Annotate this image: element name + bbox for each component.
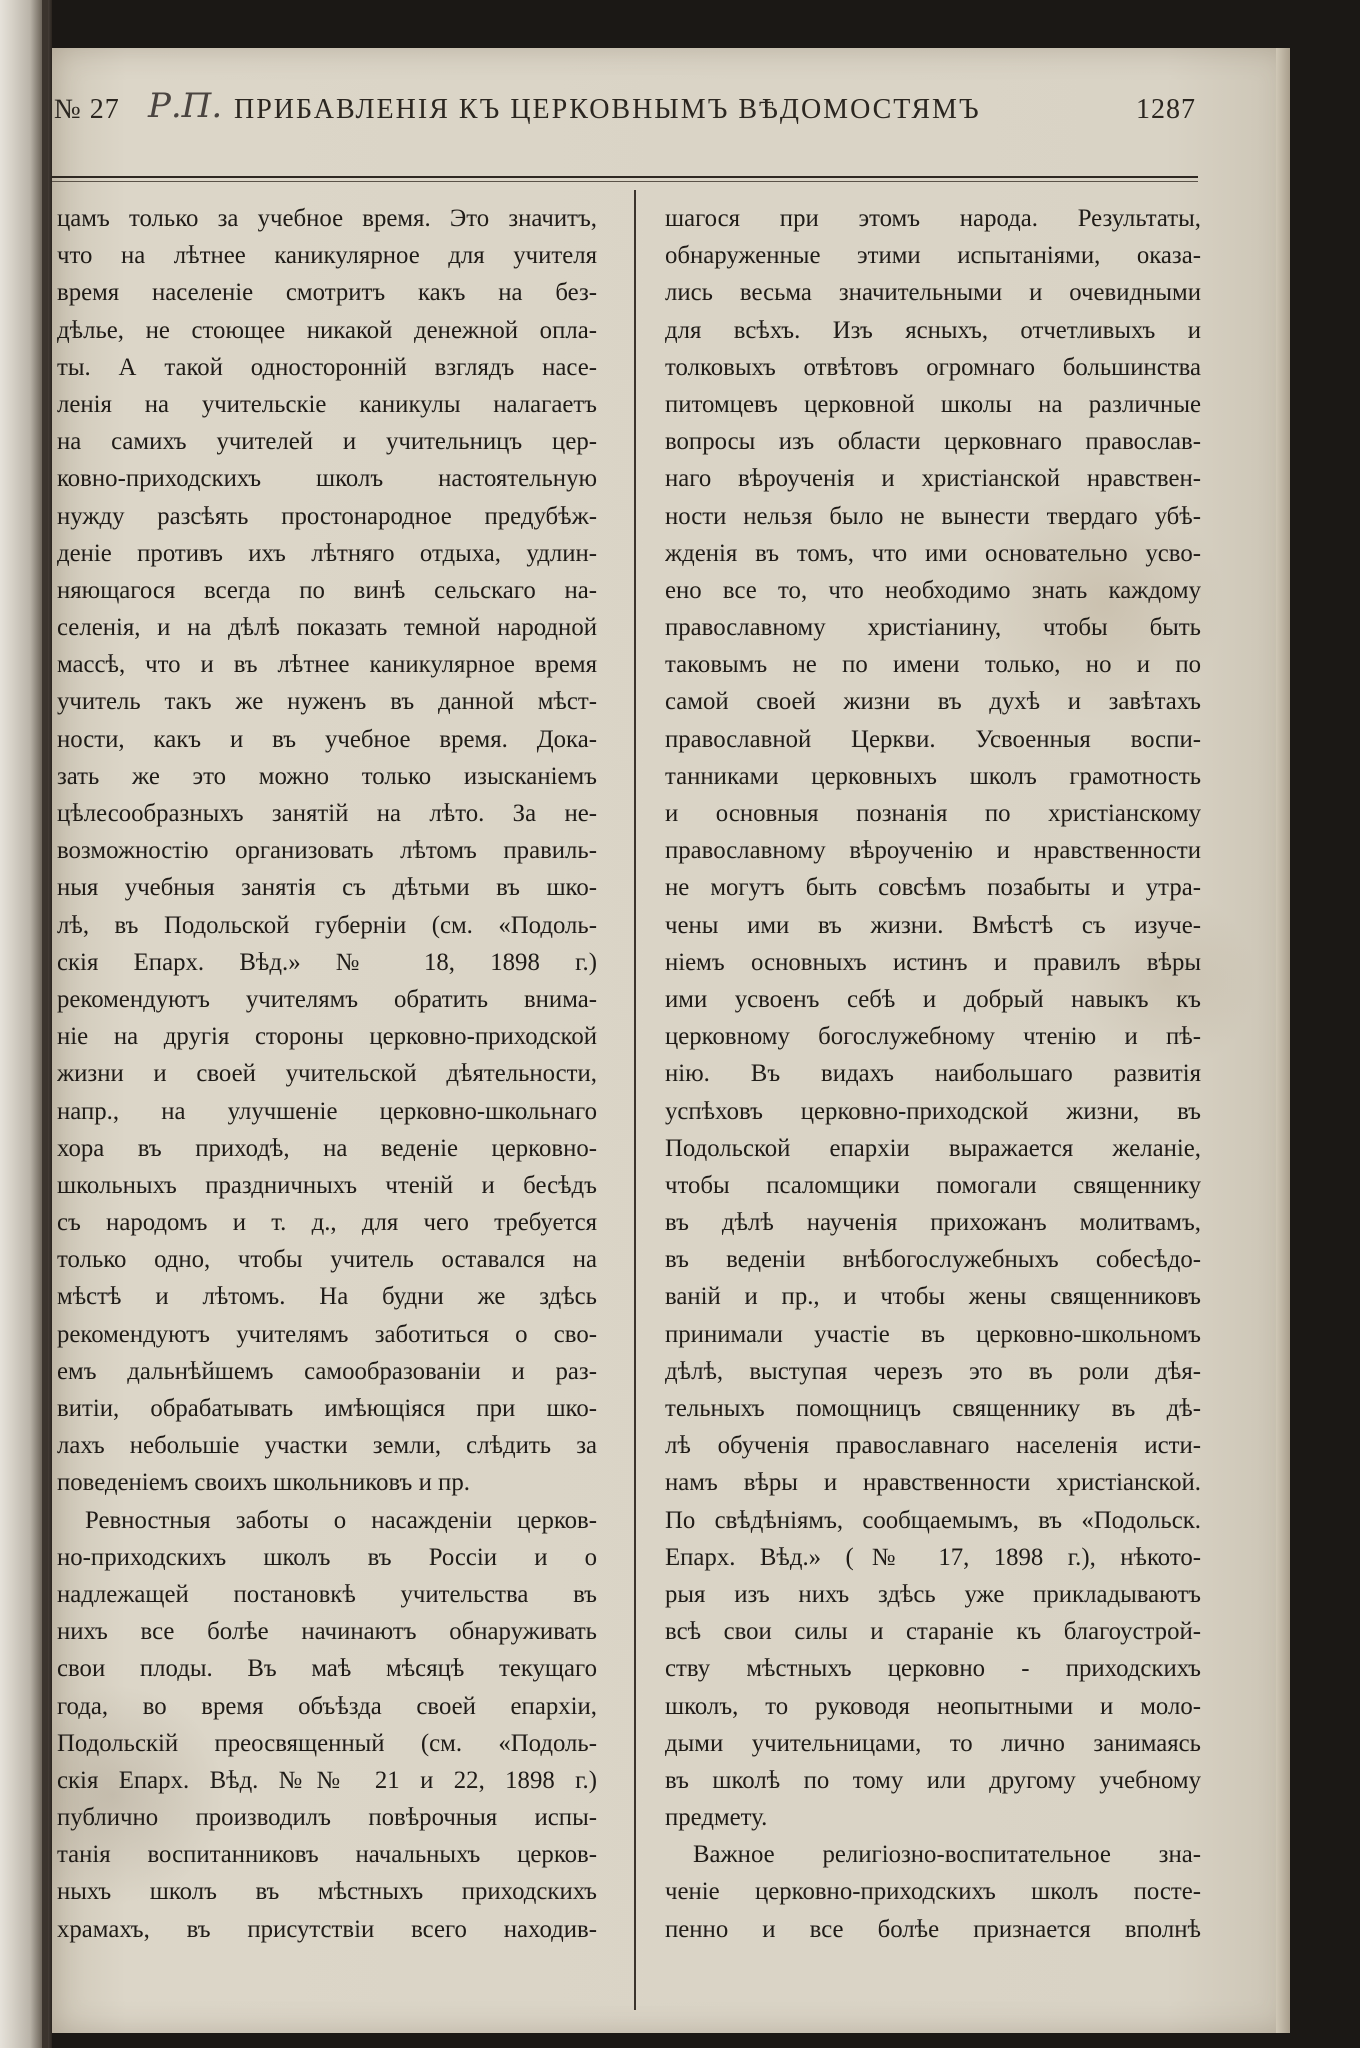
text-line: емъ дальнѣйшемъ самообразованіи и раз- <box>57 1357 597 1385</box>
text-line: поведеніемъ своихъ школьниковъ и пр. <box>57 1469 470 1497</box>
book-spine-shadow <box>42 0 48 2048</box>
text-line: селенія, и на дѣлѣ показать темной народной <box>57 614 597 642</box>
text-line: на самихъ учителей и учительницъ цер- <box>57 428 597 456</box>
text-line: намъ вѣры и нравственности христіанской. <box>665 1469 1201 1497</box>
page-number: 1287 <box>1136 94 1196 125</box>
page-right-edge <box>1276 48 1290 2033</box>
text-line: въ дѣлѣ наученія прихожанъ молитвамъ, <box>665 1209 1201 1237</box>
issue-number: № 27 <box>54 94 120 125</box>
text-line: витіи, обрабатывать имѣющіяся при шко- <box>57 1395 597 1422</box>
text-line: успѣховъ церковно-приходской жизни, въ <box>665 1097 1201 1125</box>
text-line: надлежащей постановкѣ учительства въ <box>57 1580 597 1608</box>
text-line: цѣлесообразныхъ занятій на лѣто. За не- <box>57 800 597 827</box>
text-line: шагося при этомъ народа. Результаты, <box>665 205 1201 232</box>
text-line: лѣ обученія православнаго населенія исти- <box>665 1432 1201 1460</box>
text-line: возможностію организовать лѣтомъ правиль- <box>57 837 597 865</box>
text-line: По свѣдѣніямъ, сообщаемымъ, въ «Подольск. <box>665 1506 1201 1534</box>
text-line: зать же это можно только изысканіемъ <box>57 762 597 790</box>
text-line: нихъ все болѣе начинаютъ обнаруживать <box>57 1618 597 1646</box>
text-line: всѣ свои силы и стараніе къ благоустрой- <box>665 1618 1201 1646</box>
text-line: чены ими въ жизни. Вмѣстѣ съ изуче- <box>665 911 1201 939</box>
text-line: съ народомъ и т. д., для чего требуется <box>57 1209 597 1237</box>
text-line: нужду разсѣять простонародное предубѣж- <box>57 502 597 530</box>
column-divider <box>634 190 636 2010</box>
text-line: въ веденіи внѣбогослужебныхъ собесѣдо- <box>665 1246 1201 1274</box>
text-line: рыя изъ нихъ здѣсь уже прикладываютъ <box>665 1580 1201 1608</box>
text-line: въ школѣ по тому или другому учебному <box>665 1766 1201 1794</box>
text-line: дѣлѣ, выступая черезъ это въ роли дѣя- <box>665 1357 1201 1385</box>
text-line: жизни и своей учительской дѣятельности, <box>57 1060 597 1088</box>
text-line: ныя учебныя занятія съ дѣтьми въ шко- <box>57 874 597 902</box>
text-line: но-приходскихъ школъ въ Россіи и о <box>57 1543 597 1571</box>
header-rule <box>52 176 1198 178</box>
text-line: лись весьма значительными и очевидными <box>665 279 1201 307</box>
text-line: хора въ приходѣ, на веденіе церковно- <box>57 1134 597 1162</box>
text-line: ленія на учительскіе каникулы налагаетъ <box>57 390 597 418</box>
text-line: лахъ небольшіе участки земли, слѣдить за <box>57 1432 597 1460</box>
text-line: танниками церковныхъ школъ грамотность <box>665 762 1201 790</box>
text-line: питомцевъ церковной школы на различные <box>665 390 1201 418</box>
text-line: мѣстѣ и лѣтомъ. На будни же здѣсь <box>57 1283 597 1311</box>
header-rule-thin <box>52 181 1198 182</box>
text-line: тельныхъ помощницъ священнику въ дѣ- <box>665 1395 1201 1422</box>
text-line: православной Церкви. Усвоенныя воспи- <box>665 725 1201 753</box>
text-line: ваній и пр., и чтобы жены священниковъ <box>665 1283 1201 1311</box>
text-line: принимали участіе въ церковно-школьномъ <box>665 1320 1201 1348</box>
publication-title: ПРИБАВЛЕНІЯ КЪ ЦЕРКОВНЫМЪ ВѢДОМОСТЯМЪ <box>234 94 981 125</box>
text-line: и основныя познанія по христіанскому <box>665 800 1201 827</box>
text-line: пенно и все болѣе признается вполнѣ <box>665 1915 1201 1943</box>
running-header <box>52 86 1232 148</box>
text-line: ности, какъ и въ учебное время. Дока- <box>57 725 597 753</box>
text-line: няющагося всегда по винѣ сельскаго на- <box>57 576 597 604</box>
text-line: предмету. <box>665 1804 768 1832</box>
text-line: учитель такъ же нуженъ въ данной мѣст- <box>57 688 597 716</box>
text-line: таковымъ не по имени только, но и по <box>665 651 1201 679</box>
text-line: ено все то, что необходимо знать каждому <box>665 576 1201 604</box>
text-line: самой своей жизни въ духѣ и завѣтахъ <box>665 688 1201 716</box>
text-line: храмахъ, въ присутствіи всего находив- <box>57 1915 597 1943</box>
text-line: нію. Въ видахъ наибольшаго развитія <box>665 1060 1201 1088</box>
text-line: дѣлье, не стоющее никакой денежной опла- <box>57 316 597 344</box>
paragraph-start: Ревностныя заботы о насажденіи церков- <box>85 1506 597 1534</box>
text-line: Епарх. Вѣд.» (№ 17, 1898 г.), нѣкото- <box>665 1543 1201 1571</box>
text-line: церковному богослужебному чтенію и пѣ- <box>665 1023 1201 1051</box>
text-line: ковно-приходскихъ школъ настоятельную <box>57 465 597 493</box>
text-line: православному вѣроученію и нравственности <box>665 837 1201 865</box>
text-line: толковыхъ отвѣтовъ огромнаго большинства <box>665 353 1201 381</box>
text-line: напр., на улучшеніе церковно-школьнаго <box>57 1097 597 1125</box>
text-line: танія воспитанниковъ начальныхъ церков- <box>57 1841 597 1869</box>
text-line: школьныхъ праздничныхъ чтеній и бесѣдъ <box>57 1171 597 1199</box>
document-page <box>52 48 1290 2033</box>
text-line: обнаруженные этими испытаніями, оказа- <box>665 242 1201 270</box>
text-line: рекомендуютъ учителямъ заботиться о сво- <box>57 1320 597 1348</box>
text-line: скія Епарх. Вѣд.» № 18, 1898 г.) <box>57 948 597 976</box>
text-line: массѣ, что и въ лѣтнее каникулярное время <box>57 651 597 679</box>
text-line: для всѣхъ. Изъ ясныхъ, отчетливыхъ и <box>665 316 1201 344</box>
text-line: года, во время объѣзда своей епархіи, <box>57 1692 597 1720</box>
text-line: публично производилъ повѣрочныя испы- <box>57 1804 597 1832</box>
text-line: Подольскій преосвященный (см. «Подоль- <box>57 1729 597 1757</box>
text-line: ству мѣстныхъ церковно - приходскихъ <box>665 1655 1201 1683</box>
text-line: ніе на другія стороны церковно-приходской <box>57 1023 597 1051</box>
paragraph-start: Важное религіозно-воспитательное зна- <box>693 1841 1201 1869</box>
text-line: Подольской епархіи выражается желаніе, <box>665 1134 1201 1162</box>
text-line: ими усвоенъ себѣ и добрый навыкъ къ <box>665 985 1201 1013</box>
text-line: лѣ, въ Подольской губерніи (см. «Подоль- <box>57 911 597 939</box>
text-line: ніемъ основныхъ истинъ и правилъ вѣры <box>665 948 1201 976</box>
text-line: дыми учительницами, то лично занимаясь <box>665 1729 1201 1757</box>
text-line: ты. А такой односторонній взглядъ насе- <box>57 353 597 381</box>
text-line: только одно, чтобы учитель оставался на <box>57 1246 597 1274</box>
handwritten-mark: Р.П. <box>148 86 223 126</box>
text-line: чтобы псаломщики помогали священнику <box>665 1171 1201 1199</box>
right-column <box>665 200 1201 1948</box>
text-line: православному христіанину, чтобы быть <box>665 614 1201 642</box>
text-line: ныхъ школъ въ мѣстныхъ приходскихъ <box>57 1878 597 1906</box>
text-line: вопросы изъ области церковнаго православ- <box>665 428 1201 456</box>
text-line: цамъ только за учебное время. Это значитъ, <box>57 205 597 232</box>
text-line: школъ, то руководя неопытными и моло- <box>665 1692 1201 1720</box>
text-line: скія Епарх. Вѣд. №№ 21 и 22, 1898 г.) <box>57 1766 597 1794</box>
left-column <box>57 200 597 1948</box>
text-line: рекомендуютъ учителямъ обратить внима- <box>57 985 597 1013</box>
text-line: ности нельзя было не вынести твердаго убѣ- <box>665 502 1201 530</box>
text-line: наго вѣроученія и христіанской нравствен- <box>665 465 1201 493</box>
text-line: не могутъ быть совсѣмъ позабыты и утра- <box>665 874 1201 902</box>
text-line: жденія въ томъ, что ими основательно усво- <box>665 539 1201 567</box>
text-line: что на лѣтнее каникулярное для учителя <box>57 242 597 270</box>
text-line: ченіе церковно-приходскихъ школъ посте- <box>665 1878 1201 1906</box>
text-line: время населеніе смотритъ какъ на без- <box>57 279 597 307</box>
text-line: деніе противъ ихъ лѣтняго отдыха, удлин- <box>57 539 597 567</box>
text-line: свои плоды. Въ маѣ мѣсяцѣ текущаго <box>57 1655 597 1683</box>
